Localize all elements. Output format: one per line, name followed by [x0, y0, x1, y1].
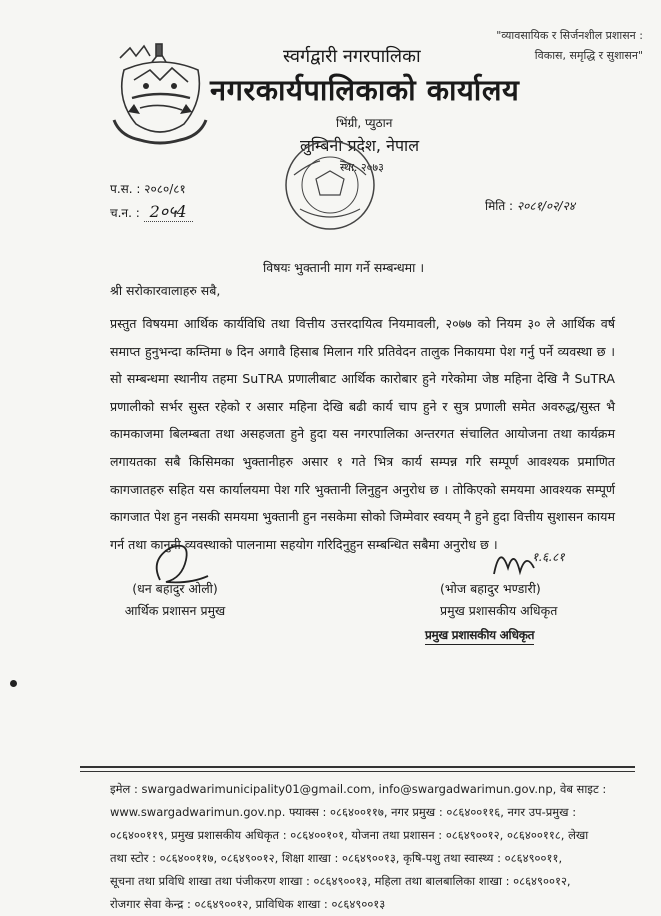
left-signatory: [105, 578, 245, 622]
letter-body: [110, 310, 615, 558]
footer-line: सूचना तथा प्रविधि शाखा तथा पंजीकरण शाखा : ०८६४९००१३, महिला तथा बालबालिका शाखा : ०८६४९००१२,: [110, 874, 571, 888]
address-line-1: भिंग्री, प्युठान: [336, 116, 393, 130]
footer-line: तथा स्टोर : ०८६४००११७, ०८६४९००१२, शिक्षा शाखा : ०८६४९००१३, कृषि-पशु तथा स्वास्थ्य : ०८६४९००११,: [110, 851, 563, 865]
right-signatory-name: (भोज बहादुर भण्डारी): [440, 581, 541, 596]
date-label: मिति :: [485, 199, 514, 213]
letter-date: [485, 197, 575, 214]
right-signature-date: १.६.८१: [532, 550, 565, 564]
address-line-2: लुम्बिनी प्रदेश, नेपाल: [300, 136, 420, 155]
chalani-number: [110, 200, 193, 222]
motto-line-2: विकास, समृद्धि र सुशासन": [534, 49, 643, 62]
designation-stamp: प्रमुख प्रशासकीय अधिकृत: [425, 626, 534, 645]
body-paragraph: प्रस्तुत विषयमा आर्थिक कार्यविधि तथा वित्तीय उत्तरदायित्व नियमावली, २०७७ को नियम ३० ले आर्थिक वर्ष समाप्त हुनुभन्दा कम्तिमा ७ दिन अगावै हिसाब मिलान गरि प्रतिवेदन तालुक निकायमा पेश गर्नु पर्ने व्यवस्था छ । सो सम्बन्धमा स्थानीय तहमा SuTRA प्रणालीबाट आर्थिक कारोबार हुने गरेकोमा जेष्ठ महिना देखि नै SuTRA प्रणालीको सर्भर सुस्त रहेको र असार महिना देखि बढी कार्य चाप हुने र सुत्र प्रणाली समेत अवरुद्ध/सुस्त भै कामकाजमा बिलम्बता तथा असहजता हुने हुदा यस नगरपालिका अन्तरगत संचालित आयोजना तथा कार्यक्रम लगायतका सबै किसिमका भुक्तानीहरु असार १ गते भित्र कार्य सम्पन्न गरि सम्पूर्ण आवश्यक प्रमाणित कागजातहरु सहित यस कार्यालयमा पेश गरि भुक्तानी लिनुहुन अनुरोध छ । तोकिएको समयमा आवश्यक सम्पूर्ण कागजात पेश हुन नसकी समयमा भुक्तानी हुन नसकेमा सोको जिम्मेवार स्वयम् नै हुने हुदा वित्तीय सुशासन कायम गर्न तथा कानुनी व्यवस्थाको पालनामा सहयोग गरिदिनुहुन सम्बन्धित सबैमा अनुरोध छ ।: [110, 316, 615, 552]
footer-line: ०८६४००११९, प्रमुख प्रशासकीय अधिकृत : ०८६४००१०१, योजना तथा प्रशासन : ०८६४९००१२, ०८६४००११८, लेखा: [110, 828, 589, 842]
right-signatory: [440, 578, 620, 622]
cn-value: 2०५4: [144, 202, 193, 222]
office-title: नगरकार्यपालिकाको कार्यालय: [210, 73, 520, 107]
established-year: स्था. २०७३: [340, 161, 384, 174]
footer-divider: [80, 766, 635, 768]
letter-subject: विषयः भुक्तानी माग गर्ने सम्बन्धमा ।: [263, 260, 425, 275]
cn-label: च.न. :: [110, 206, 140, 220]
footer-line: www.swargadwarimun.gov.np. फ्याक्स : ०८६४००११७, नगर प्रमुख : ०८६४००११६, नगर उप-प्रमुख :: [110, 805, 577, 819]
ps-label: प.स. :: [110, 182, 141, 196]
left-signatory-title: आर्थिक प्रशासन प्रमुख: [124, 603, 226, 618]
footer-line: इमेल : swargadwarimunicipality01@gmail.com, info@swargadwarimun.gov.np, वेब साइट :: [110, 782, 607, 796]
footer-line: रोजगार सेवा केन्द्र : ०८६४९००१२, प्राविधिक शाखा : ०८६४९००१३: [110, 897, 386, 911]
left-signatory-name: (धन बहादुर ओली): [132, 581, 218, 596]
footer-contacts: [110, 778, 635, 916]
patra-sankhya: [110, 180, 186, 197]
right-signatory-title: प्रमुख प्रशासकीय अधिकृत: [440, 603, 558, 618]
municipality-name: स्वर्गद्वारी नगरपालिका: [283, 46, 421, 67]
date-value: २०८१/०२/२४: [516, 199, 575, 213]
ps-value: २०८०/८१: [144, 182, 186, 196]
coat-of-arms-emblem: [100, 40, 220, 150]
office-seal-stamp: [280, 135, 380, 235]
ink-dot: [10, 680, 17, 687]
salutation: श्री सरोकारवालाहरु सबै,: [110, 283, 221, 298]
motto-line-1: "व्यावसायिक र सिर्जनशील प्रशासन :: [496, 29, 643, 42]
footer-divider-thin: [80, 771, 635, 772]
motto: [453, 26, 643, 66]
